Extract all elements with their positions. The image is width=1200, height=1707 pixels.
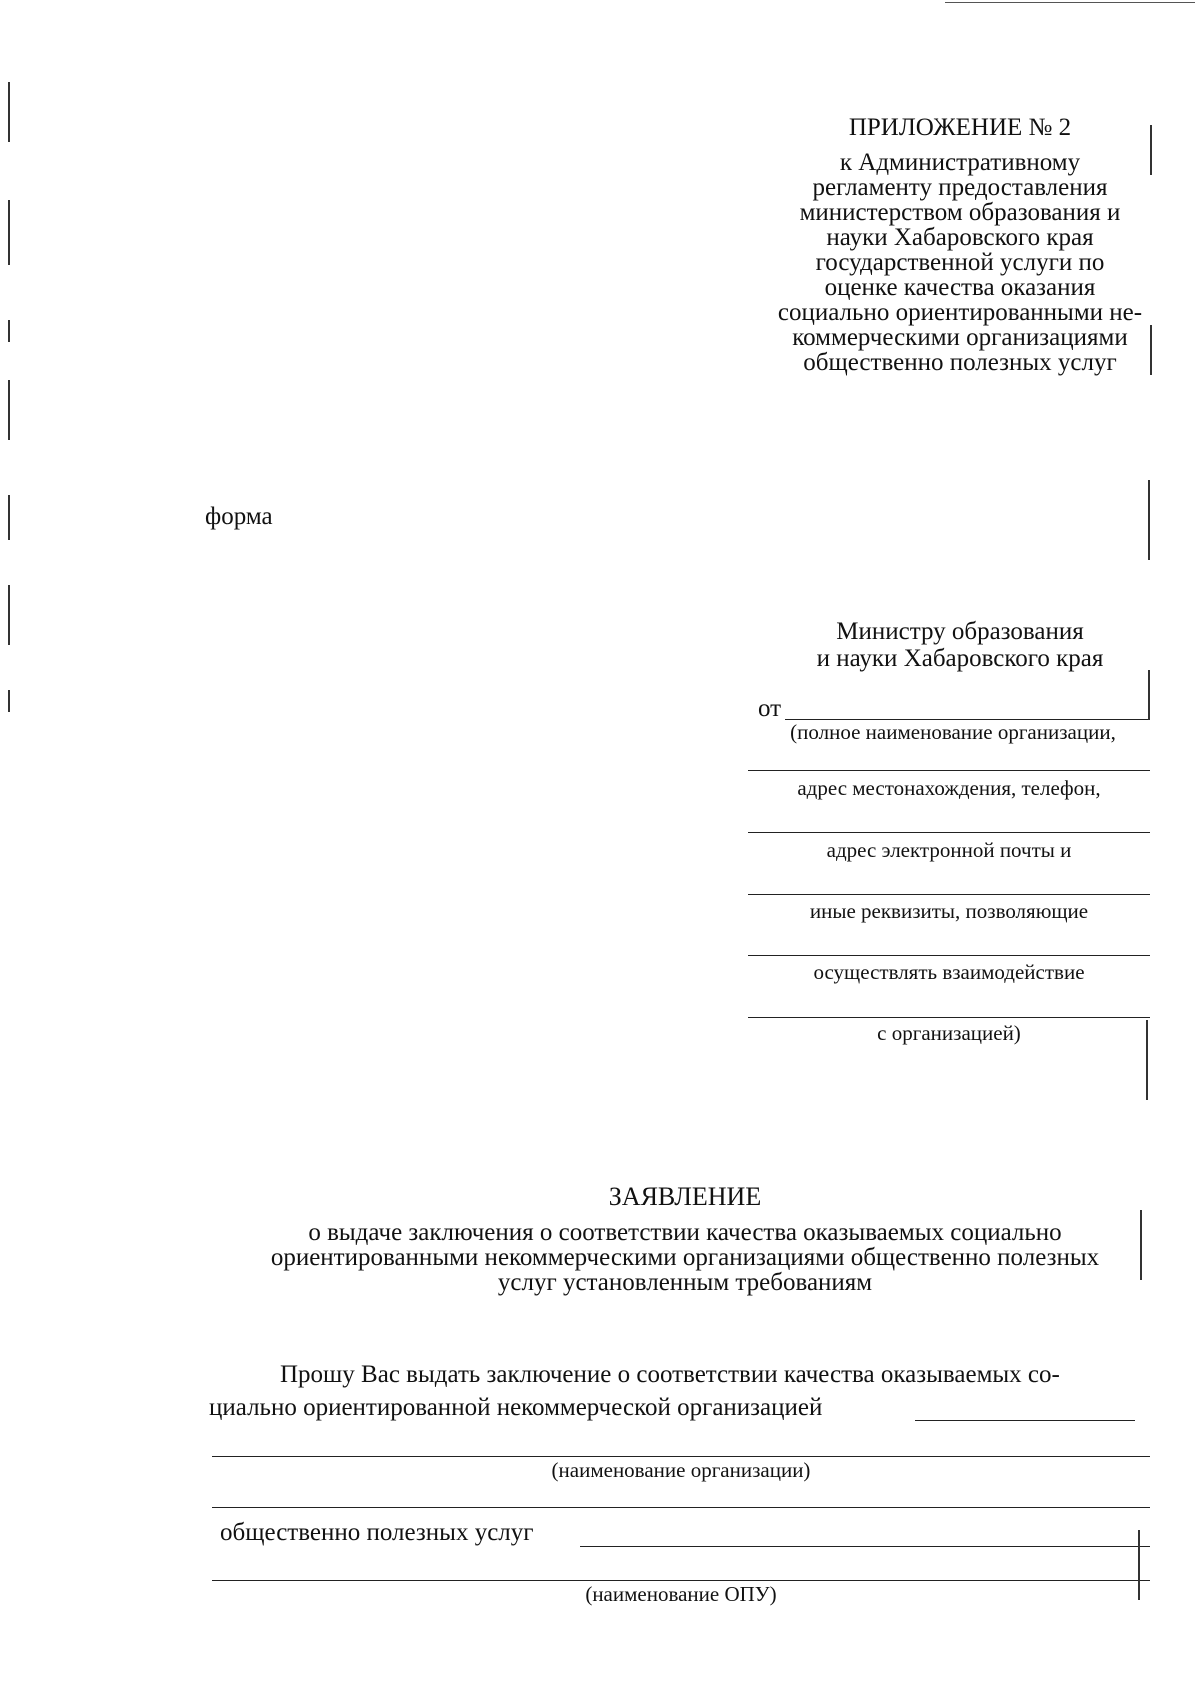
statement-body-line: Прошу Вас выдать заключение о соответствии качества оказываемых со- bbox=[280, 1361, 1060, 1388]
interaction-hint: осуществлять взаимодействие bbox=[813, 960, 1085, 984]
statement-body-line: циально ориентированной некоммерческой организацией bbox=[209, 1394, 823, 1421]
address-hint: адрес местонахождения, телефон, bbox=[797, 776, 1101, 800]
requisites-fill-line bbox=[748, 894, 1150, 895]
appendix-line: социально ориентированными не- bbox=[777, 299, 1143, 326]
org-name-fill-line-3 bbox=[212, 1507, 1150, 1508]
scan-margin-mark bbox=[8, 380, 10, 440]
statement-subtitle-line: о выдаче заключения о соответствии качества оказываемых социально bbox=[308, 1219, 1062, 1246]
appendix-line: к Административному bbox=[839, 149, 1081, 176]
scan-margin-mark bbox=[8, 690, 10, 712]
appendix-line: регламенту предоставления bbox=[812, 174, 1108, 201]
opu-hint: (наименование ОПУ) bbox=[585, 1582, 777, 1606]
services-label: общественно полезных услуг bbox=[220, 1519, 534, 1546]
appendix-line: государственной услуги по bbox=[815, 249, 1105, 276]
scan-margin-mark bbox=[8, 82, 10, 142]
email-hint: адрес электронной почты и bbox=[826, 838, 1072, 862]
appendix-line: коммерческими организациями bbox=[792, 324, 1128, 351]
statement-title: ЗАЯВЛЕНИЕ bbox=[608, 1182, 762, 1211]
appendix-title: ПРИЛОЖЕНИЕ № 2 bbox=[848, 114, 1072, 141]
appendix-line: общественно полезных услуг bbox=[803, 349, 1117, 376]
scan-margin-mark bbox=[8, 585, 10, 645]
organization-fill-line bbox=[748, 1017, 1150, 1018]
addressee-block bbox=[740, 618, 1180, 672]
org-name-fill-line-2 bbox=[212, 1456, 1150, 1457]
scan-margin-mark bbox=[1146, 1020, 1148, 1100]
scan-margin-mark bbox=[1148, 480, 1150, 560]
organization-hint: с организацией) bbox=[877, 1021, 1021, 1045]
appendix-header bbox=[740, 112, 1180, 375]
statement-subtitle-line: ориентированными некоммерческими организациями общественно полезных bbox=[270, 1244, 1100, 1271]
org-full-name-hint: (полное наименование организации, bbox=[790, 720, 1116, 744]
form-label: форма bbox=[205, 503, 273, 530]
addressee-line: и науки Хабаровского края bbox=[816, 645, 1104, 672]
requisites-hint: иные реквизиты, позволяющие bbox=[809, 899, 1089, 923]
services-fill-line bbox=[580, 1546, 1150, 1547]
address-fill-line bbox=[748, 770, 1150, 771]
scan-margin-mark bbox=[8, 495, 10, 540]
email-fill-line bbox=[748, 832, 1150, 833]
addressee-line: Министру образования bbox=[836, 618, 1084, 645]
org-name-fill-line bbox=[915, 1420, 1135, 1421]
appendix-line: министерством образования и bbox=[799, 199, 1121, 226]
scan-top-mark bbox=[945, 2, 1195, 3]
scan-margin-mark bbox=[8, 200, 10, 265]
interaction-fill-line bbox=[748, 955, 1150, 956]
appendix-line: науки Хабаровского края bbox=[826, 224, 1094, 251]
services-fill-line-2 bbox=[212, 1580, 1150, 1581]
appendix-line: оценке качества оказания bbox=[824, 274, 1096, 301]
from-label: от bbox=[758, 695, 782, 722]
scan-margin-mark bbox=[1148, 670, 1150, 720]
org-name-hint: (наименование организации) bbox=[551, 1458, 811, 1482]
scan-margin-mark bbox=[1150, 325, 1152, 375]
statement-subtitle-line: услуг установленным требованиям bbox=[497, 1269, 873, 1296]
scan-margin-mark bbox=[1140, 1210, 1142, 1280]
scan-margin-mark bbox=[1150, 125, 1152, 175]
scan-margin-mark bbox=[8, 320, 10, 342]
scan-margin-mark bbox=[1138, 1530, 1140, 1600]
